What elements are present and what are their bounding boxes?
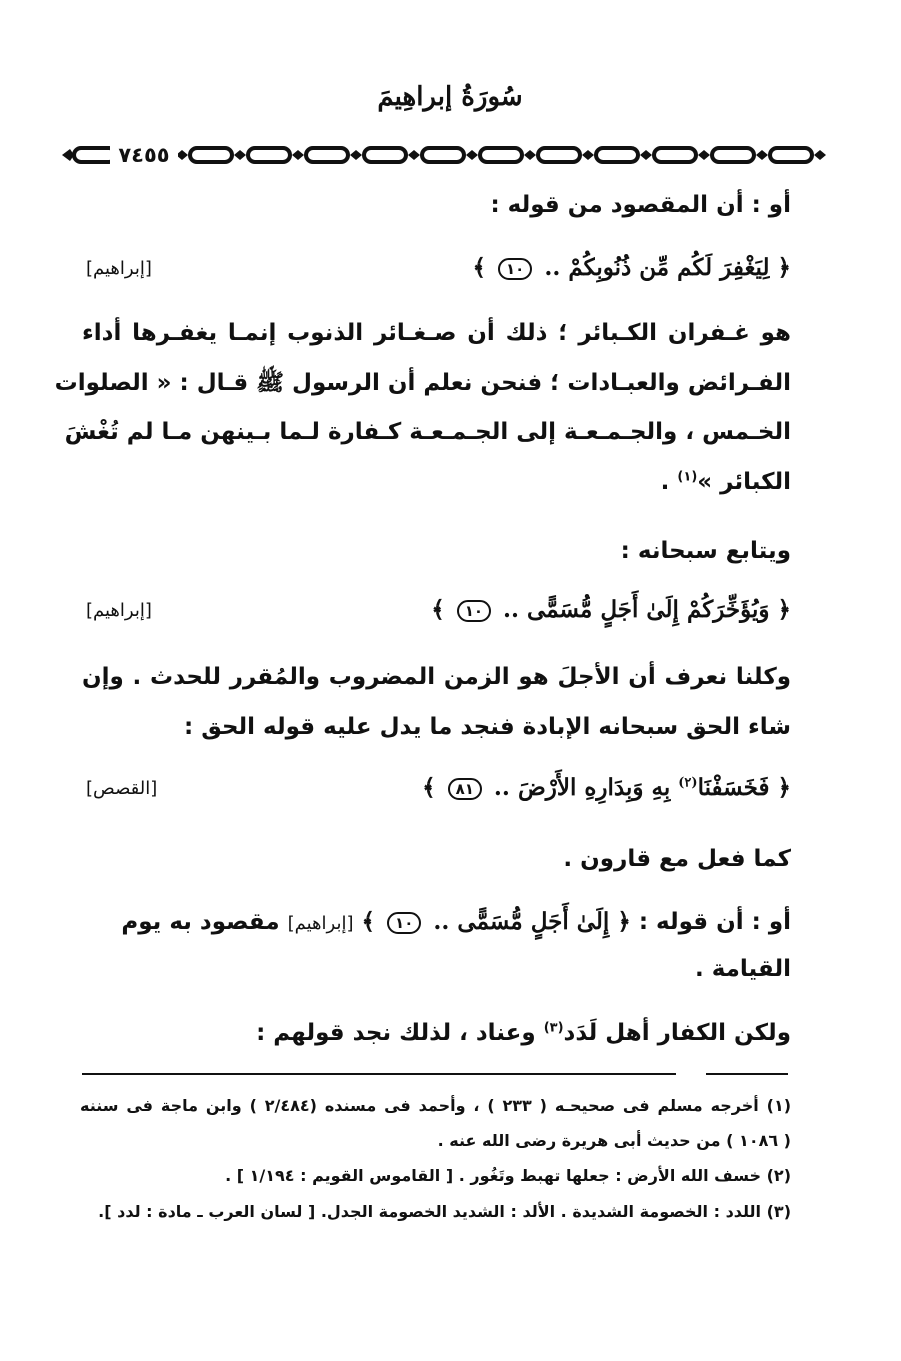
body-line: ويتابع سبحانه : xyxy=(620,538,791,564)
ayah-number: ١٠ xyxy=(387,912,421,934)
quran-verse xyxy=(472,254,791,281)
surah-title: سُورَةُ إبراهِيمَ xyxy=(377,82,523,112)
ayah-number: ٨١ xyxy=(448,778,482,800)
footnote-marker: (١) xyxy=(677,469,698,485)
body-line xyxy=(82,908,791,935)
surah-reference: [إبراهيم] xyxy=(86,600,152,621)
ayah-number: ١٠ xyxy=(457,600,491,622)
footnote: (٢) خسف الله الأرض : جعلها تهبط وتَغُور . [ القاموس القويم : ١/١٩٤ ] . xyxy=(225,1166,791,1185)
body-line: الفـرائض والعبـادات ؛ فنحن نعلم أن الرسول ﷺ قـال : « الصلوات xyxy=(54,370,791,396)
page-number: ٧٤٥٥ xyxy=(110,138,178,172)
body-text: وعناد ، لذلك نجد قولهم : xyxy=(256,1020,536,1046)
surah-reference: [إبراهيم] xyxy=(287,913,354,934)
footnote: (٣) اللدد : الخصومة الشديدة . الألد : الشديد الخصومة الجدل. [ لسان العرب ـ مادة : لدد ]. xyxy=(98,1202,791,1221)
footnote-marker: (٣) xyxy=(543,1020,564,1036)
footnote-divider-gap xyxy=(676,1072,706,1076)
body-text: ولكن الكفار أهل لَدَد xyxy=(563,1020,791,1046)
verse-close-bracket: ﴾ xyxy=(472,254,486,281)
body-text: الكبائر » xyxy=(697,469,791,495)
footnote-marker: (٢) xyxy=(678,775,698,791)
body-text: مقصود به يوم xyxy=(121,909,280,935)
verse-close-bracket: ﴾ xyxy=(361,908,376,935)
body-line: الكبائر »$^{(١)}$ . xyxy=(660,469,791,495)
verse-text: ﴿ إِلَىٰ أَجَلٍ مُّسَمًّى .. xyxy=(433,908,631,935)
verse-text: ﴿ لِيَغْفِرَ لَكُم مِّن ذُنُوبِكُمْ .. xyxy=(544,254,791,281)
surah-reference: [إبراهيم] xyxy=(86,258,152,279)
verse-text: ﴿ وَيُؤَخِّرَكُمْ إِلَىٰ أَجَلٍ مُّسَمًّى .. xyxy=(503,596,791,623)
body-line: أو : أن المقصود من قوله : xyxy=(490,192,791,218)
quran-verse xyxy=(422,774,791,801)
verse-close-bracket: ﴾ xyxy=(422,774,436,801)
body-line: الخـمس ، والجـمـعـة إلى الجـمـعـة كـفارة لـما بـينهن مـا لم تُغْشَ xyxy=(64,419,791,445)
footnote: (١) أخرجه مسلم فى صحيحـه ( ٢٣٣ ) ، وأحمد فى مسنده (٢/٤٨٤ ) وابن ماجة فى سننه xyxy=(80,1096,792,1115)
body-line: كما فعل مع قارون . xyxy=(563,846,791,872)
surah-reference: [القصص] xyxy=(86,778,158,799)
footnote: ( ١٠٨٦ ) من حديث أبى هريرة رضى الله عنه . xyxy=(437,1131,791,1150)
verse-text: ﴿ فَخَسَفْنَا xyxy=(697,774,791,801)
verse-text: بِهِ وَبِدَارِهِ الأَرْضَ .. xyxy=(493,774,671,801)
quran-verse xyxy=(431,596,791,623)
body-text: أو : أن قوله : xyxy=(638,909,791,935)
verse-close-bracket: ﴾ xyxy=(431,596,445,623)
body-line: وكلنا نعرف أن الأجلَ هو الزمن المضروب والمُقرر للحدث . وإن xyxy=(82,664,791,690)
body-line: القيامة . xyxy=(694,956,791,982)
quran-verse-inline xyxy=(354,908,631,935)
ayah-number: ١٠ xyxy=(498,258,532,280)
body-line xyxy=(256,1020,791,1046)
body-line: شاء الحق سبحانه الإبادة فنجد ما يدل عليه قوله الحق : xyxy=(184,714,791,740)
body-line: هو غـفران الكـبائر ؛ ذلك أن صـغـائر الذنوب إنمـا يغفـرها أداء xyxy=(82,320,791,346)
